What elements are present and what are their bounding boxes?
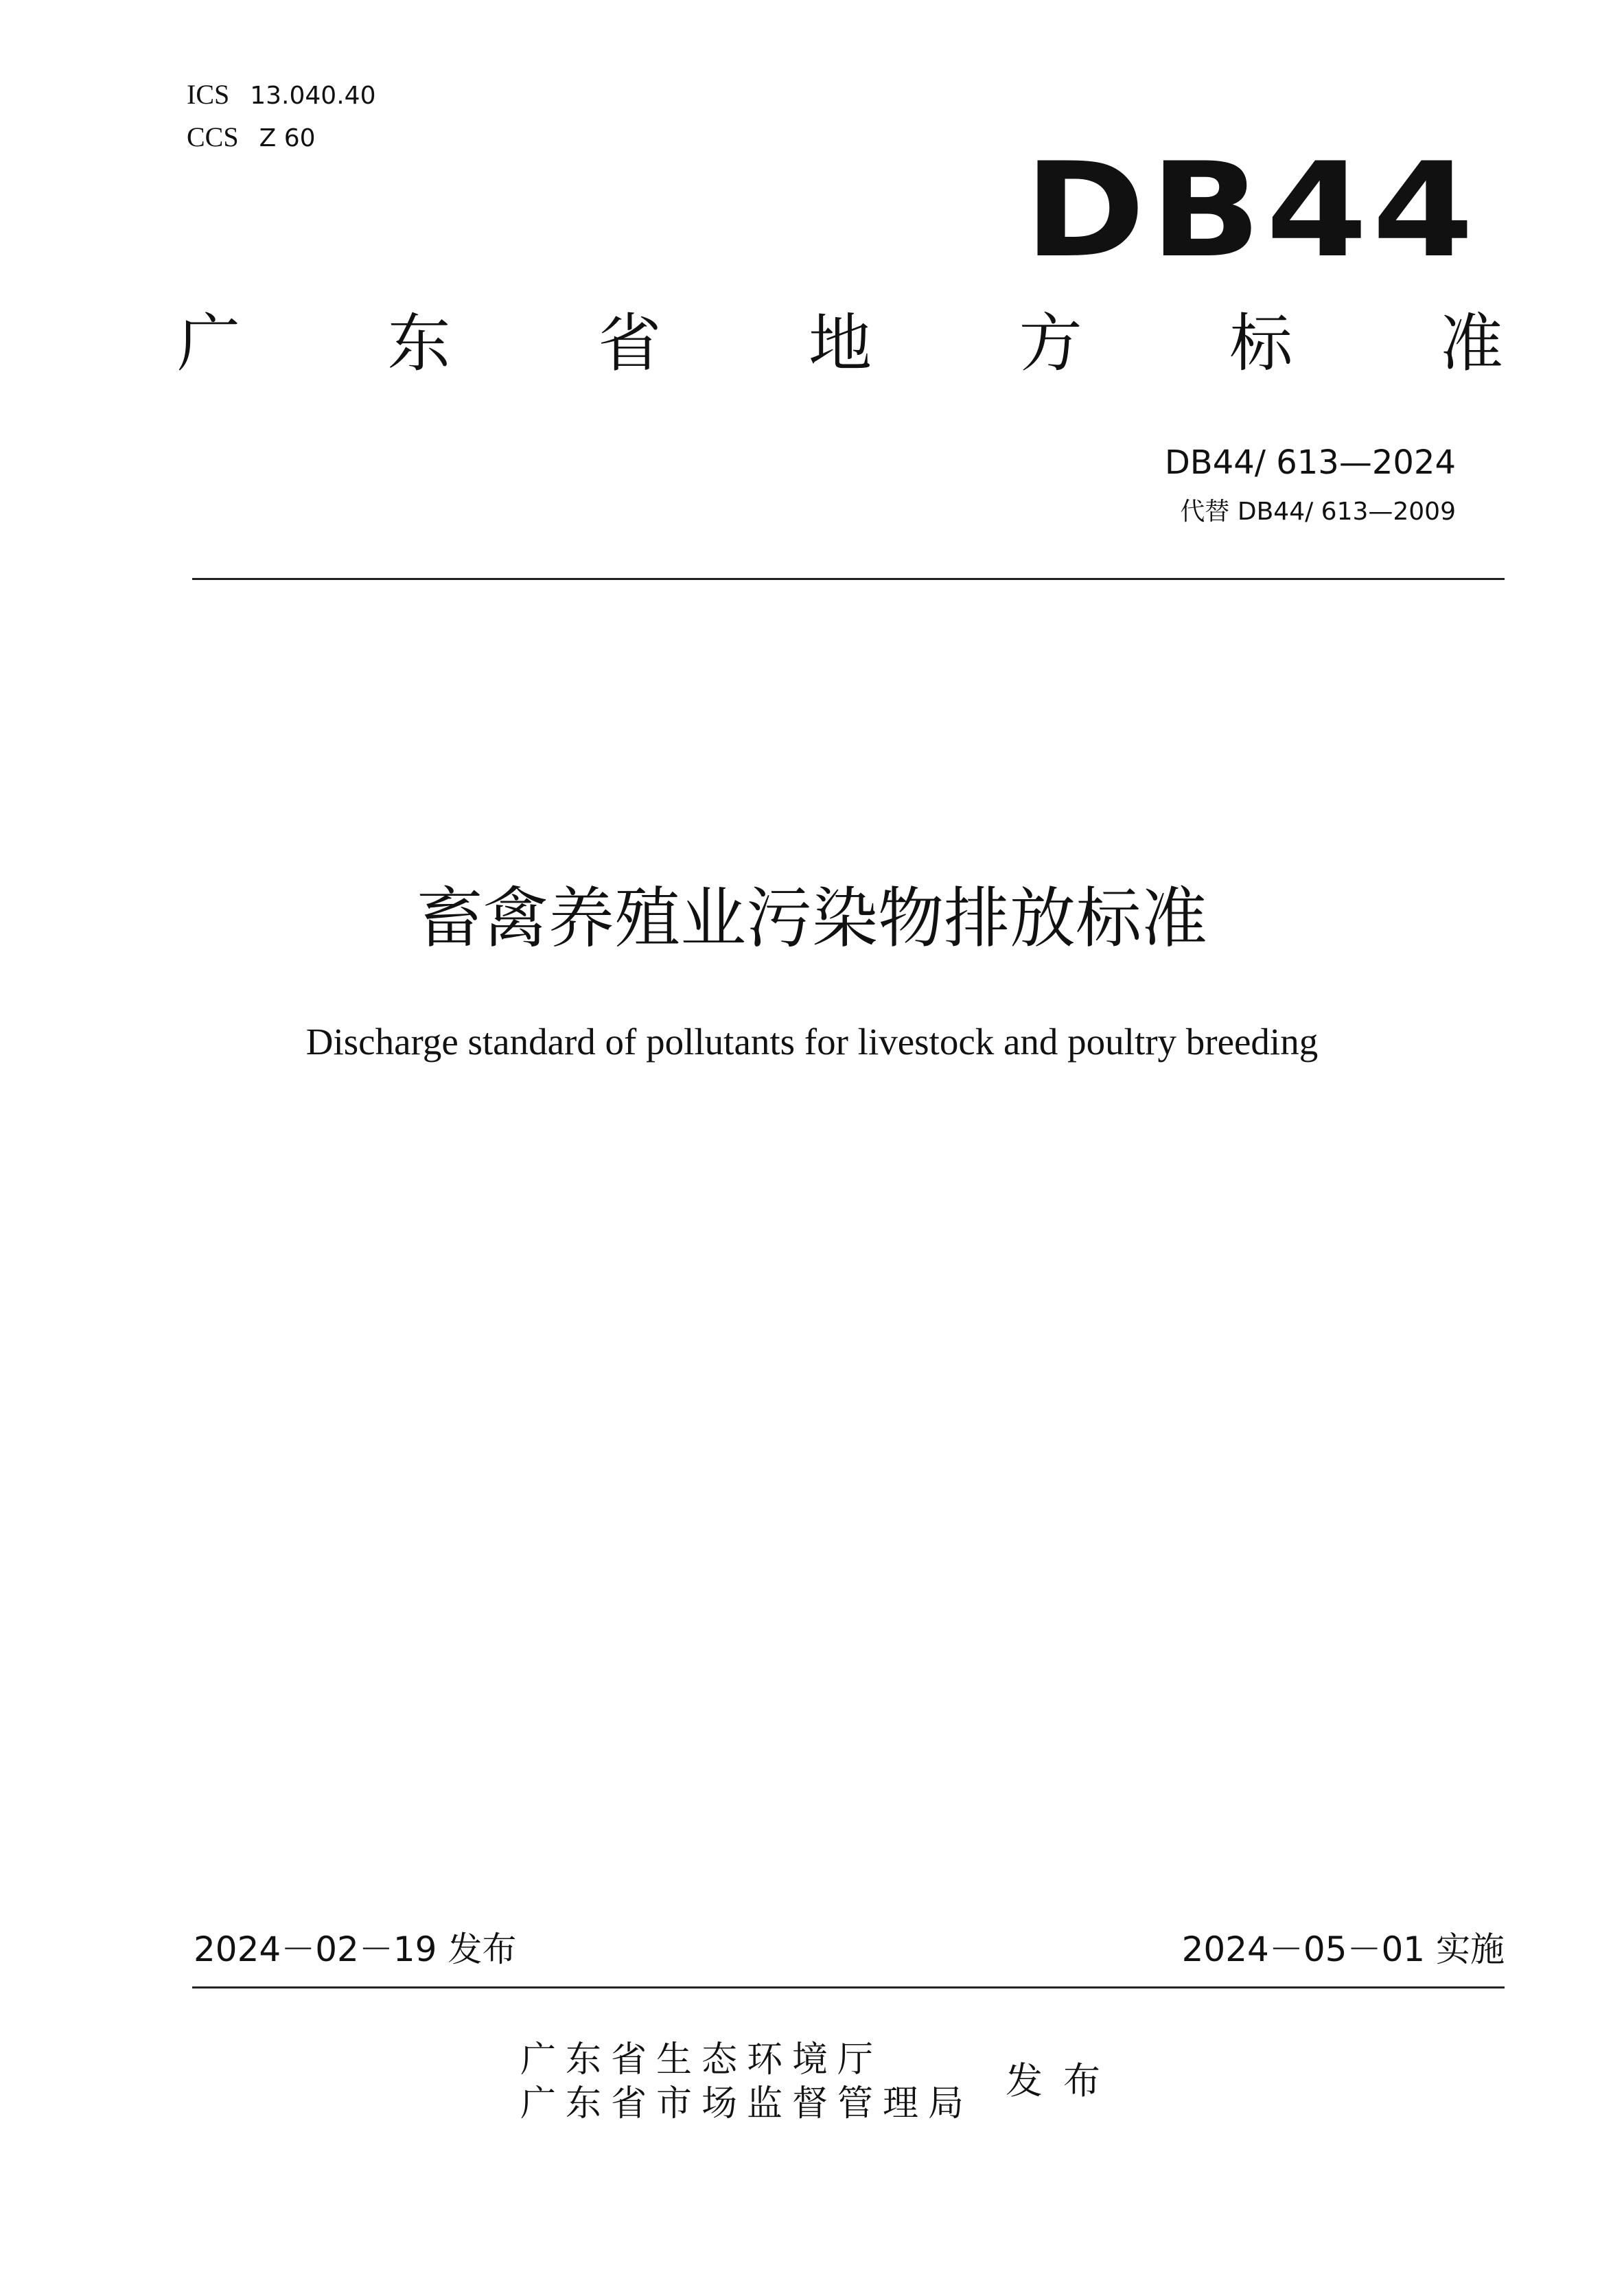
standard-type-char: 标 — [1229, 307, 1293, 380]
issuer-name: 广东省生态环境厅 — [520, 2039, 883, 2080]
ics-line — [187, 81, 375, 108]
standard-type-char: 广 — [177, 307, 241, 380]
implement-date: 2024－05－01 实施 — [1181, 1929, 1505, 1969]
db-code-mark: DB44 — [1024, 135, 1478, 286]
standard-type-char: 方 — [1019, 307, 1082, 380]
ics-label: ICS — [187, 79, 230, 110]
ccs-line — [187, 121, 316, 152]
header-divider — [192, 578, 1505, 580]
standard-type-char: 准 — [1439, 307, 1503, 380]
standard-type-char: 东 — [387, 307, 451, 380]
issue-date: 2024－02－19 发布 — [194, 1929, 517, 1969]
footer-divider — [192, 1986, 1505, 1988]
standard-type-char: 省 — [598, 307, 662, 380]
title-chinese: 畜禽养殖业污染物排放标准 — [417, 880, 1207, 957]
standard-type — [177, 307, 1503, 380]
ics-code: 13.040.40 — [250, 82, 376, 110]
standard-type-char: 地 — [808, 307, 872, 380]
issuing-authorities — [520, 2039, 974, 2130]
publish-label: 发布 — [1006, 2059, 1121, 2102]
standard-number: DB44/ 613—2024 — [1164, 443, 1456, 482]
ccs-label: CCS — [187, 121, 239, 152]
ccs-code: Z 60 — [259, 124, 316, 152]
title-english: Discharge standard of pollutants for livestock and poultry breeding — [305, 1021, 1319, 1063]
standard-replaces: 代替 DB44/ 613—2009 — [1180, 498, 1456, 526]
issuer-name: 广东省市场监督管理局 — [520, 2083, 974, 2124]
